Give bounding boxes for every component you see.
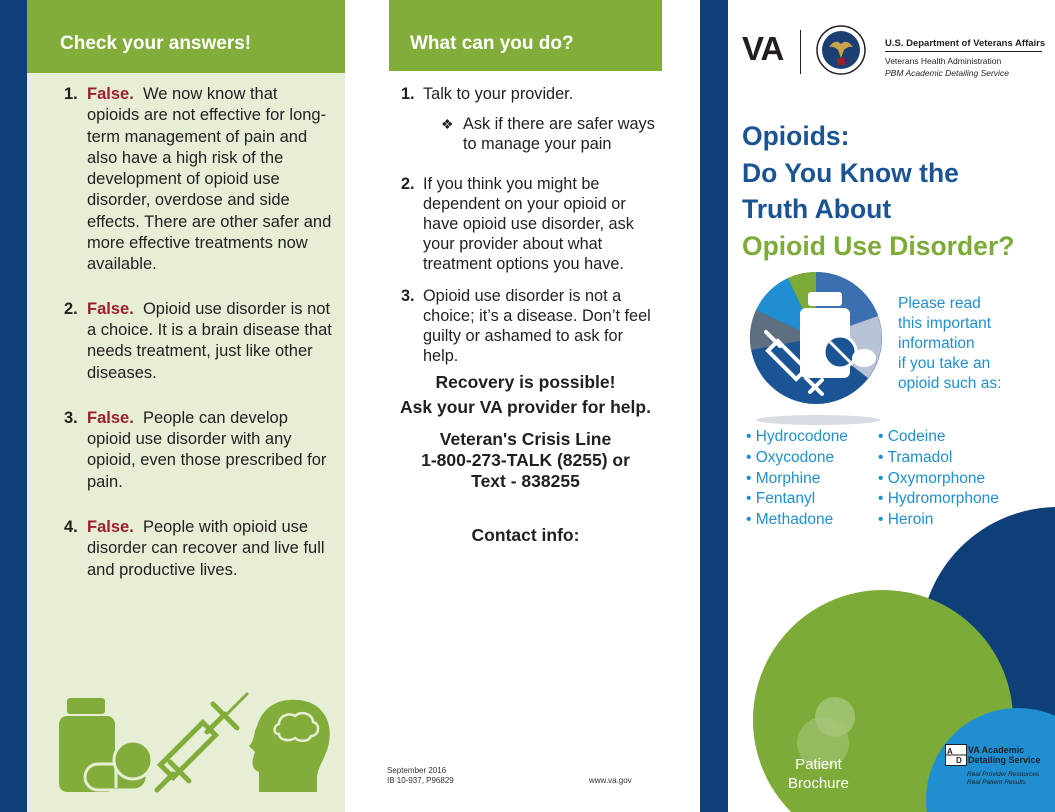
answer-text: People can develop opioid use disorder with any opioid, even those prescribed for pain.: [87, 408, 327, 491]
step-text: If you think you might be dependent on your opioid or have opioid use disorder, ask your provider about what treatment options you have.: [423, 175, 634, 273]
please-read-text: Please read this important information if you take an opioid such as:: [898, 295, 1002, 392]
step-text: Opioid use disorder is not a choice; it’s a disease. Don’t feel guilty or ashamed to ask for help.: [423, 287, 651, 365]
step-sub-item: [423, 114, 656, 154]
step-item: 3. Opioid use disorder is not a choice; it’s a disease. Don’t feel guilty or ashamed to ask for help.: [401, 287, 651, 365]
svg-text:D: D: [956, 756, 962, 765]
patient-brochure-label: Patient Brochure: [788, 756, 849, 792]
svg-text:A: A: [947, 747, 953, 756]
answer-item: 2. False. Opioid use disorder is not a choice. It is a brain disease that needs treatment, just like other diseases.: [64, 299, 332, 382]
check-answers-panel: [27, 0, 345, 812]
head-brain-icon: [249, 700, 330, 792]
opioid-item: • Heroin: [878, 511, 934, 529]
logo-divider: [800, 30, 801, 74]
va-logo: VA: [742, 30, 784, 67]
academic-detailing-title: VA Academic Detailing Service: [968, 745, 1041, 765]
recovery-message: Recovery is possible! Ask your VA provider for help.: [400, 372, 651, 417]
answers-list: [64, 84, 334, 603]
academic-detailing-tagline: Real Provider Resources Real Patient Results: [967, 771, 1040, 786]
opioid-item: • Hydromorphone: [878, 490, 999, 508]
opioid-item: • Codeine: [878, 428, 946, 445]
crisis-line-info: [389, 429, 662, 492]
publication-info: September 2016 IB 10-937, P96829: [387, 766, 454, 785]
contact-info-label: Contact info:: [471, 525, 580, 545]
academic-detailing-logo-icon: [945, 744, 967, 766]
check-answers-header: [27, 0, 345, 73]
crisis-line-phone: 1-800-273-TALK (8255) or: [421, 450, 630, 470]
opioid-item: • Hydrocodone: [746, 428, 848, 445]
opioid-item: • Tramadol: [878, 448, 953, 466]
what-can-you-do-panel: [389, 0, 662, 812]
crisis-line-text: Text - 838255: [471, 471, 580, 491]
department-underline: [885, 51, 1042, 52]
crisis-line-title: Veteran's Crisis Line: [439, 429, 612, 449]
department-name: U.S. Department of Veterans Affairs: [885, 38, 1046, 49]
left-edge-stripe: [0, 0, 27, 812]
website-url: www.va.gov: [589, 776, 632, 785]
va-seal-icon: [816, 25, 866, 75]
answer-item: 4. False. People with opioid use disorder can recover and live full and productive lives.: [64, 518, 325, 579]
step-item: 2. If you think you might be dependent on your opioid or have opioid use disorder, ask your provider about what treatment options you have.: [401, 175, 634, 273]
what-can-you-do-heading: What can you do?: [410, 33, 574, 54]
false-label: False.: [87, 408, 134, 427]
brochure-title: Opioids: Do You Know the Truth About Opioid Use Disorder?: [742, 121, 1015, 261]
diamond-bullet-icon: ❖: [441, 116, 454, 132]
answer-text: People with opioid use disorder can recover and live full and productive lives.: [87, 518, 325, 579]
opioid-item: • Morphine: [746, 469, 821, 487]
vha-name: Veterans Health Administration: [885, 56, 1002, 66]
medication-circle-illustration: [748, 270, 888, 430]
answer-item: 3. False. People can develop opioid use disorder with any opioid, even those prescribed for pain.: [64, 408, 327, 491]
opioid-list-right: [878, 427, 999, 531]
step-text: Talk to your provider.: [423, 85, 574, 103]
opioid-item: • Oxycodone: [746, 448, 835, 466]
tablet-icon: [114, 741, 152, 779]
cover-panel: [728, 0, 1055, 812]
answer-text: Opioid use disorder is not a choice. It is a brain disease that needs treatment, just like other diseases.: [87, 299, 332, 382]
syringe-icon: [157, 694, 247, 790]
panel-divider-stripe: [700, 0, 728, 812]
false-label: False.: [87, 518, 134, 537]
opioid-list-left: [746, 427, 848, 531]
opioid-item: • Methadone: [746, 511, 834, 529]
pbm-name: PBM Academic Detailing Service: [885, 68, 1009, 78]
false-label: False.: [87, 85, 134, 103]
answer-item: 1. False. We now know that opioids are not effective for long-term management of pain and also have a high risk of the development of opioid use disorder, overdose and side effects. There are other safer and more effective treatments now available.: [64, 85, 332, 274]
what-can-you-do-header: [389, 0, 662, 71]
step-item: 1. Talk to your provider. ❖ Ask if there are safer ways to manage your pain: [401, 85, 655, 153]
step-sub-text: Ask if there are safer ways to manage your pain: [463, 115, 655, 153]
bottom-icons-illustration: [27, 680, 345, 812]
steps-list: [401, 84, 656, 378]
opioid-item: • Oxymorphone: [878, 469, 986, 487]
answer-text: We now know that opioids are not effective for long-term management of pain and also have a high risk of the development of opioid use disorder, overdose and side effects. There are other safer and more effective treatments now available.: [87, 85, 332, 274]
false-label: False.: [87, 299, 134, 318]
check-answers-heading: Check your answers!: [60, 33, 252, 54]
opioid-item: • Fentanyl: [746, 490, 816, 508]
